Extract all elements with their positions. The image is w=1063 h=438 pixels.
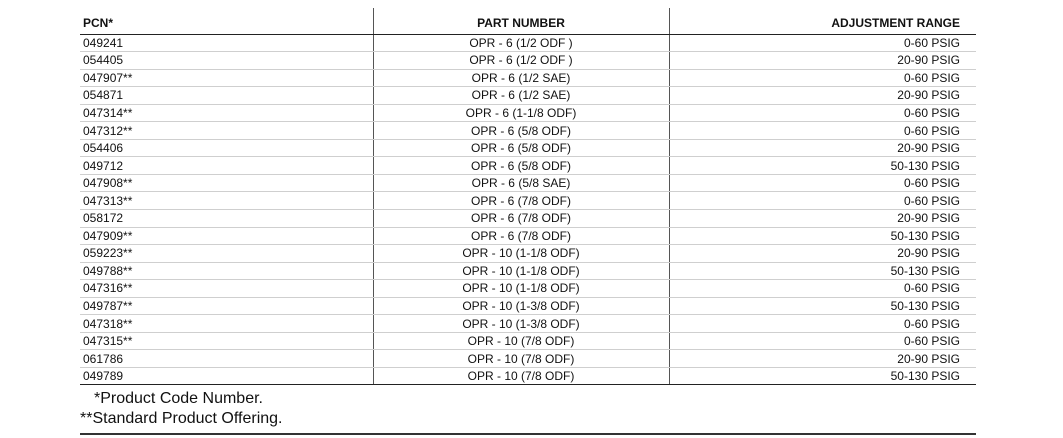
pcn-cell: 058172 [80,209,373,227]
part-number-cell: OPR - 6 (5/8 ODF) [373,157,669,175]
adjustment-range-cell: 50-130 PSIG [669,227,976,245]
adjustment-range-cell: 20-90 PSIG [669,245,976,263]
footnote-standard-offering: **Standard Product Offering. [80,409,283,427]
table-row [80,332,976,350]
pcn-cell: 049712 [80,157,373,175]
pcn-cell: 049789 [80,367,373,385]
table-row [80,69,976,87]
table-row [80,367,976,385]
table-row [80,209,976,227]
part-number-cell: OPR - 6 (7/8 ODF) [373,227,669,245]
adjustment-range-cell: 0-60 PSIG [669,34,976,52]
pcn-cell: 061786 [80,350,373,368]
part-number-cell: OPR - 6 (1-1/8 ODF) [373,104,669,122]
pcn-cell: 047909** [80,227,373,245]
table-row [80,192,976,210]
footnote-product-code: *Product Code Number. [94,390,263,407]
pcn-cell: 054871 [80,87,373,105]
pcn-cell: 047316** [80,280,373,298]
adjustment-range-cell: 20-90 PSIG [669,209,976,227]
pcn-cell: 047907** [80,69,373,87]
table-row [80,227,976,245]
table-row [80,122,976,140]
table-row [80,34,976,52]
table-row [80,104,976,122]
table-row [80,174,976,192]
table-body [80,34,976,385]
table-row [80,280,976,298]
adjustment-range-cell: 20-90 PSIG [669,52,976,70]
part-number-cell: OPR - 10 (7/8 ODF) [373,332,669,350]
part-number-cell: OPR - 10 (1-3/8 ODF) [373,297,669,315]
pcn-cell: 047313** [80,192,373,210]
table-row [80,139,976,157]
part-number-cell: OPR - 6 (7/8 ODF) [373,209,669,227]
part-number-cell: OPR - 10 (1-3/8 ODF) [373,315,669,333]
table-row [80,297,976,315]
part-number-cell: OPR - 6 (5/8 SAE) [373,174,669,192]
adjustment-range-cell: 0-60 PSIG [669,104,976,122]
table-header-row [80,8,976,34]
adjustment-range-cell: 50-130 PSIG [669,262,976,280]
part-number-cell: OPR - 6 (5/8 ODF) [373,139,669,157]
table-row [80,87,976,105]
table-row [80,157,976,175]
table-row [80,245,976,263]
pcn-cell: 047318** [80,315,373,333]
part-number-cell: OPR - 10 (1-1/8 ODF) [373,280,669,298]
adjustment-range-cell: 0-60 PSIG [669,315,976,333]
part-number-cell: OPR - 6 (1/2 SAE) [373,87,669,105]
pcn-cell: 054406 [80,139,373,157]
part-number-cell: OPR - 10 (1-1/8 ODF) [373,262,669,280]
part-number-cell: OPR - 10 (7/8 ODF) [373,367,669,385]
adjustment-range-cell: 50-130 PSIG [669,297,976,315]
table-row [80,315,976,333]
adjustment-range-cell: 20-90 PSIG [669,87,976,105]
parts-table-container [80,8,976,385]
footnotes [80,389,976,428]
pcn-cell: 054405 [80,52,373,70]
part-number-cell: OPR - 10 (1-1/8 ODF) [373,245,669,263]
pcn-cell: 047314** [80,104,373,122]
pcn-cell: 049788** [80,262,373,280]
adjustment-range-cell: 50-130 PSIG [669,157,976,175]
pcn-cell: 049787** [80,297,373,315]
part-number-cell: OPR - 6 (1/2 SAE) [373,69,669,87]
table-row [80,262,976,280]
adjustment-range-cell: 0-60 PSIG [669,174,976,192]
part-number-cell: OPR - 6 (5/8 ODF) [373,122,669,140]
header-pcn: PCN* [80,8,373,34]
adjustment-range-cell: 0-60 PSIG [669,192,976,210]
bottom-divider [80,433,976,435]
pcn-cell: 047315** [80,332,373,350]
header-adjustment-range: ADJUSTMENT RANGE [669,8,976,34]
adjustment-range-cell: 0-60 PSIG [669,69,976,87]
pcn-cell: 047312** [80,122,373,140]
adjustment-range-cell: 50-130 PSIG [669,367,976,385]
pcn-cell: 047908** [80,174,373,192]
part-number-cell: OPR - 6 (1/2 ODF ) [373,52,669,70]
part-number-cell: OPR - 6 (7/8 ODF) [373,192,669,210]
adjustment-range-cell: 20-90 PSIG [669,350,976,368]
pcn-cell: 049241 [80,34,373,52]
adjustment-range-cell: 20-90 PSIG [669,139,976,157]
part-number-cell: OPR - 10 (7/8 ODF) [373,350,669,368]
header-part-number: PART NUMBER [373,8,669,34]
table-row [80,52,976,70]
table-row [80,350,976,368]
adjustment-range-cell: 0-60 PSIG [669,122,976,140]
parts-table [80,8,976,385]
pcn-cell: 059223** [80,245,373,263]
adjustment-range-cell: 0-60 PSIG [669,280,976,298]
adjustment-range-cell: 0-60 PSIG [669,332,976,350]
part-number-cell: OPR - 6 (1/2 ODF ) [373,34,669,52]
